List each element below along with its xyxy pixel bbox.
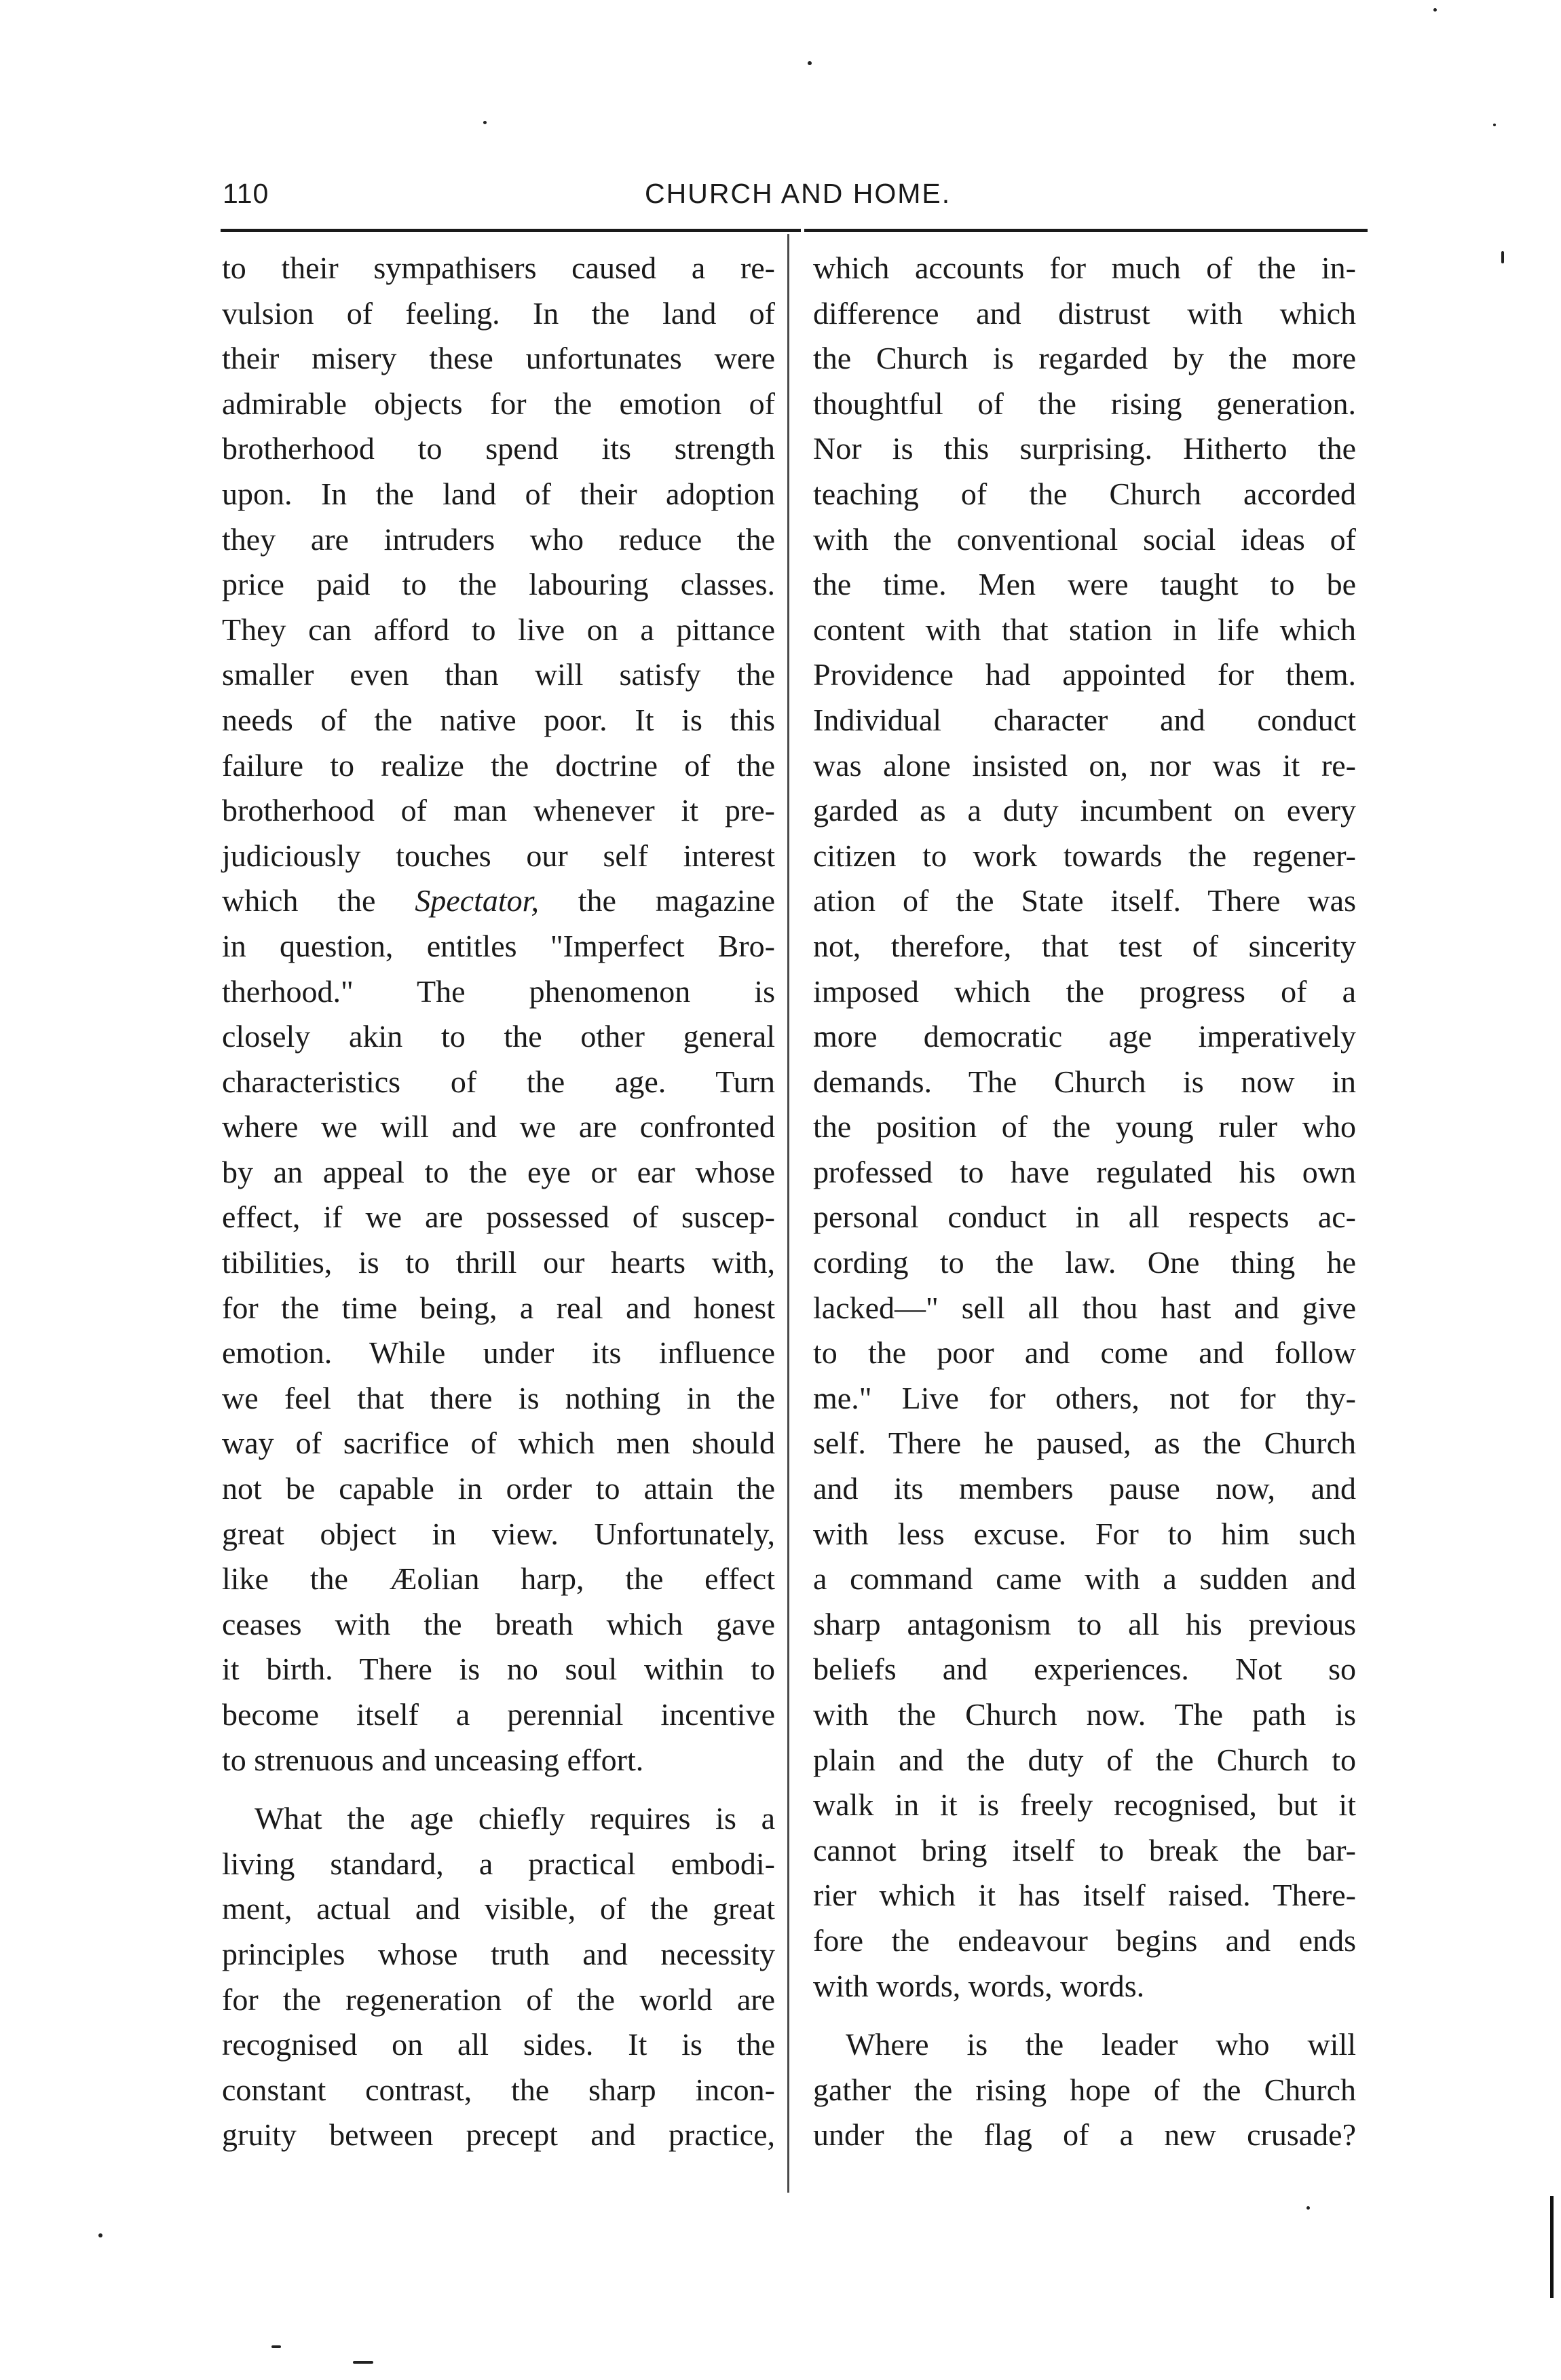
text-line: with the Church now. The path is [813,1697,1356,1732]
text-line: Nor is this surprising. Hitherto the [813,431,1356,466]
text-line: living standard, a practical embodi- [222,1846,775,1881]
text-line: Individual character and conduct [813,702,1356,737]
text-line: garded as a duty incumbent on every [813,793,1356,828]
text-line: citizen to work towards the regener- [813,838,1356,873]
text-line: become itself a perennial incentive [222,1697,775,1732]
text-line-with-title [222,878,775,924]
text-line: beliefs and experiences. Not so [813,1652,1356,1687]
text-line: upon. In the land of their adoption [222,476,775,511]
page-number: 110 [223,178,269,209]
text-line: ment, actual and visible, of the great [222,1891,775,1927]
text-line: to strenuous and unceasing effort. [222,1742,644,1777]
text-line: where we will and we are confronted [222,1109,775,1145]
text-line: principles whose truth and necessity [222,1936,775,1971]
text-fragment: which the [222,883,376,918]
text-line: price paid to the labouring classes. [222,567,775,602]
text-line: closely akin to the other general [222,1019,775,1054]
text-line: to their sympathisers caused a re- [222,250,775,285]
text-line: recognised on all sides. It is the [222,2027,775,2062]
text-line: and its members pause now, and [813,1471,1356,1506]
scan-speck [1306,2206,1310,2210]
left-paragraph-2 [222,1796,775,2158]
running-head: CHURCH AND HOME. [645,178,952,209]
text-line: the time. Men were taught to be [813,567,1356,602]
text-line: under the flag of a new crusade? [813,2117,1356,2153]
text-line: gather the rising hope of the Church [813,2072,1356,2107]
text-line: thoughtful of the rising generation. [813,386,1356,421]
scan-speck [1501,251,1504,263]
magazine-title: Spectator, [415,883,539,918]
scan-speck [353,2361,373,2364]
text-line: demands. The Church is now in [813,1064,1356,1099]
text-line: fore the endeavour begins and ends [813,1922,1356,1958]
text-line: more democratic age imperatively [813,1019,1356,1054]
text-line: a command came with a sudden and [813,1561,1356,1597]
text-line: needs of the native poor. It is this [222,702,775,737]
text-line: the position of the young ruler who [813,1109,1356,1145]
text-line: for the regeneration of the world are [222,1982,775,2017]
text-line: personal conduct in all respects ac- [813,1200,1356,1235]
text-line: their misery these unfortunates were [222,341,775,376]
scan-speck [483,121,487,124]
text-line: lacked—" sell all thou hast and give [813,1290,1356,1325]
text-line: Where is the leader who will [846,2027,1356,2062]
scan-speck [808,61,812,65]
text-line: with less excuse. For to him such [813,1516,1356,1551]
text-line: judiciously touches our self interest [222,838,775,873]
text-line: rier which it has itself raised. There- [813,1878,1356,1913]
text-line: ceases with the breath which gave [222,1606,775,1641]
left-column [222,246,775,2158]
text-line: failure to realize the doctrine of the [222,747,775,783]
text-line: way of sacrifice of which men should [222,1426,775,1461]
text-line: brotherhood of man whenever it pre- [222,793,775,828]
scan-speck [98,2233,102,2237]
text-line: tibilities, is to thrill our hearts with, [222,1245,775,1280]
text-line: Providence had appointed for them. [813,657,1356,692]
text-line: emotion. While under its influence [222,1335,775,1371]
text-line: vulsion of feeling. In the land of [222,295,775,331]
column-divider [787,234,789,2193]
text-line: which accounts for much of the in- [813,250,1356,285]
text-line: great object in view. Unfortunately, [222,1516,775,1551]
text-line: admirable objects for the emotion of [222,386,775,421]
text-line: they are intruders who reduce the [222,521,775,557]
text-line: the Church is regarded by the more [813,341,1356,376]
text-line: content with that station in life which [813,612,1356,647]
right-paragraph-1 [813,246,1356,2009]
text-line: in question, entitles "Imperfect Bro- [222,928,775,963]
scan-speck [1493,124,1496,126]
text-line: brotherhood to spend its strength [222,431,775,466]
right-paragraph-2 [813,2022,1356,2158]
text-fragment: the magazine [578,883,775,918]
text-line: teaching of the Church accorded [813,476,1356,511]
text-line: by an appeal to the eye or ear whose [222,1154,775,1189]
text-line: They can afford to live on a pittance [222,612,775,647]
text-line: therhood." The phenomenon is [222,973,775,1009]
left-paragraph-1 [222,246,775,1783]
text-line: characteristics of the age. Turn [222,1064,775,1099]
text-line: professed to have regulated his own [813,1154,1356,1189]
text-line: sharp antagonism to all his previous [813,1606,1356,1641]
text-line: with the conventional social ideas of [813,521,1356,557]
text-line: ation of the State itself. There was [813,883,1356,918]
text-line: constant contrast, the sharp incon- [222,2072,775,2107]
scan-speck [271,2345,281,2348]
header-rule-right [804,229,1368,232]
text-line: it birth. There is no soul within to [222,1652,775,1687]
text-line: difference and distrust with which [813,295,1356,331]
paragraph-gap [813,2009,1356,2022]
text-line: cannot bring itself to break the bar- [813,1832,1356,1867]
text-line: not, therefore, that test of sincerity [813,928,1356,963]
text-line: imposed which the progress of a [813,973,1356,1009]
page-edge-mark [1550,2196,1554,2298]
text-line: gruity between precept and practice, [222,2117,775,2153]
text-line: was alone insisted on, nor was it re- [813,747,1356,783]
text-line: smaller even than will satisfy the [222,657,775,692]
text-line: self. There he paused, as the Church [813,1426,1356,1461]
text-line: to the poor and come and follow [813,1335,1356,1371]
text-line: cording to the law. One thing he [813,1245,1356,1280]
text-line: effect, if we are possessed of suscep- [222,1200,775,1235]
text-line: for the time being, a real and honest [222,1290,775,1325]
text-line: walk in it is freely recognised, but it [813,1787,1356,1823]
text-line: What the age chiefly requires is a [255,1801,775,1836]
text-line: me." Live for others, not for thy- [813,1380,1356,1415]
page-header [217,178,1371,225]
right-column [813,246,1356,2158]
text-line: like the Æolian harp, the effect [222,1561,775,1597]
text-line: with words, words, words. [813,1968,1145,2003]
text-line: plain and the duty of the Church to [813,1742,1356,1777]
paragraph-gap [222,1783,775,1796]
text-line: we feel that there is nothing in the [222,1380,775,1415]
header-rule-left [221,229,801,232]
text-line: not be capable in order to attain the [222,1471,775,1506]
scan-speck [1433,8,1437,12]
